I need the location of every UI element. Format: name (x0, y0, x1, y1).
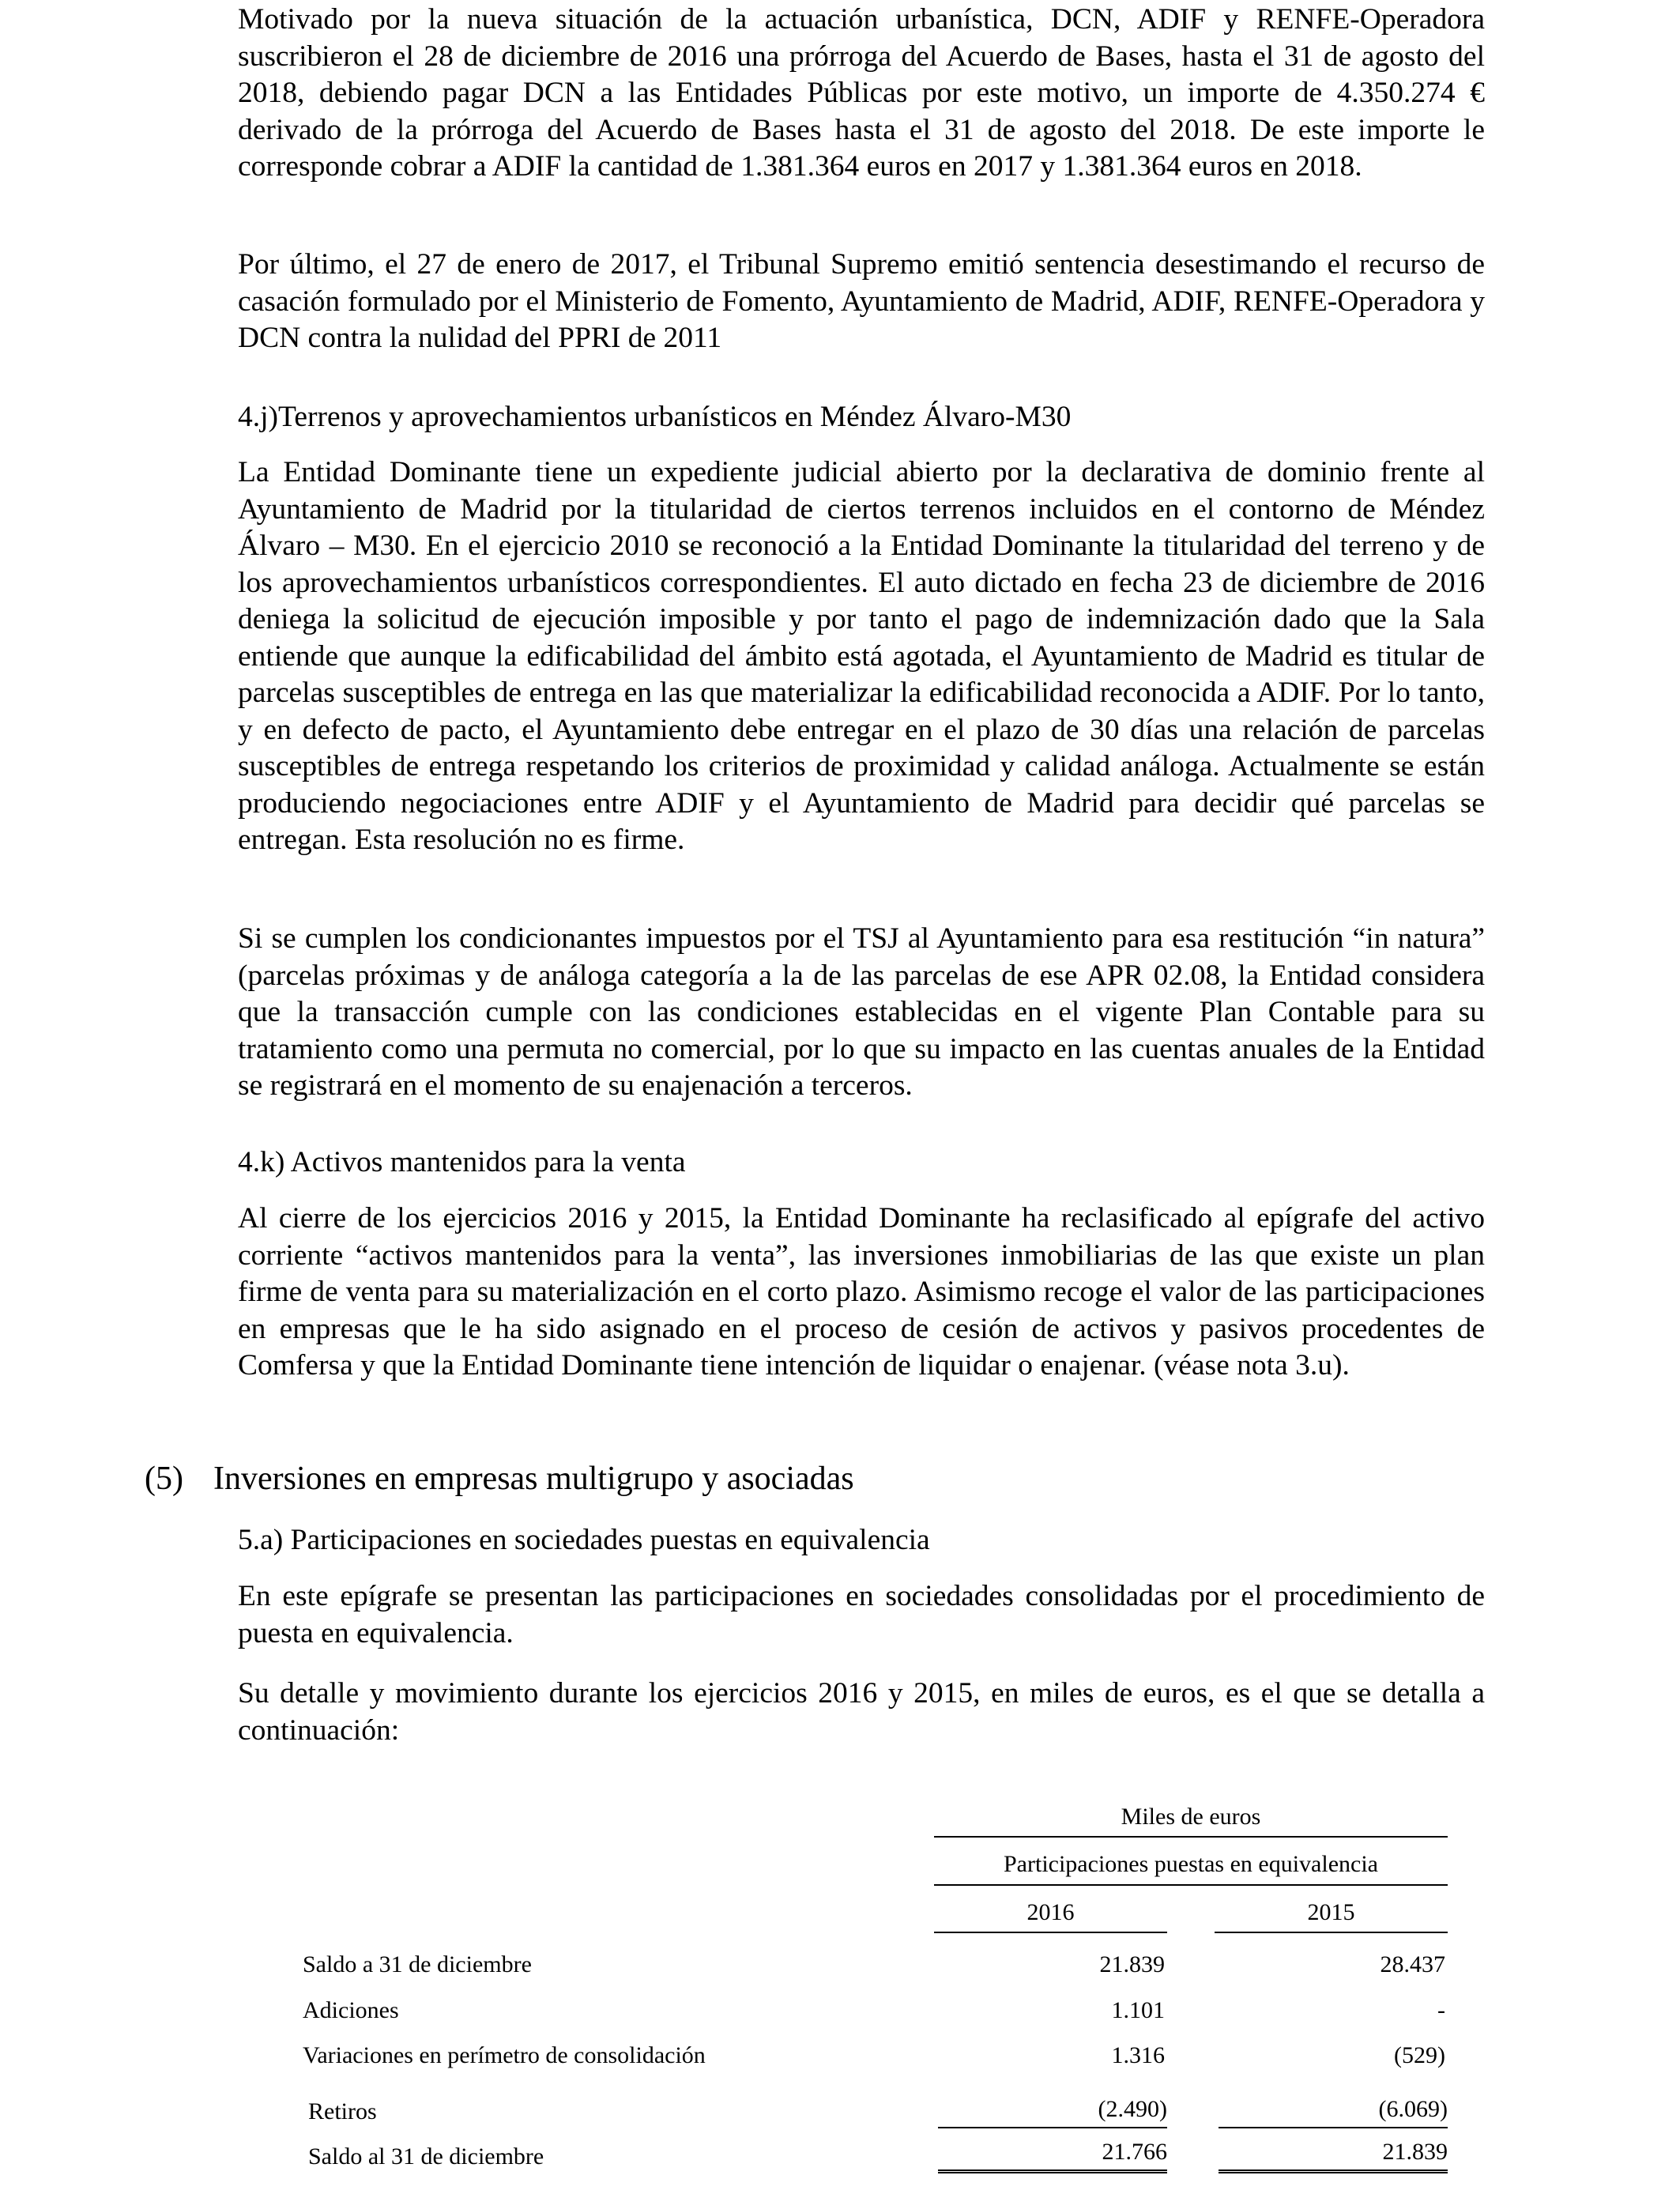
paragraph-4k-activos: Al cierre de los ejercicios 2016 y 2015, la Entidad Dominante ha reclasificado al epígrafe del activo corriente “activos mantenidos para la venta”, las inversiones inmobiliarias de las que existe un plan firme de venta para su materialización en el corto plazo. Asimismo recoge el valor de las participaciones en empresas que le ha sido asignado en el proceso de cesión de activos y pasivos procedentes de Comfersa y que la Entidad Dominante tiene intención de liquidar o enajenar. (véase nota 3.u). (238, 1202, 1485, 1382)
paragraph-4j-condicionantes: Si se cumplen los condicionantes impuestos por el TSJ al Ayuntamiento para esa restitución “in natura” (parcelas próximas y de análoga categoría a la de las parcelas de ese APR 02.08, la Entidad considera que la transacción cumple con las condiciones establecidas en el vigente Plan Contable para su tratamiento como una permuta no comercial, por lo que su impacto en las cuentas anuales de la Entidad se registrará en el momento de su enajenación a terceros. (238, 922, 1485, 1102)
table-cell-2015-total: 21.839 (1382, 2139, 1448, 2165)
table-row-label: Retiros (308, 2098, 377, 2124)
table-subtotal-rule-2015 (1219, 2127, 1448, 2128)
section-5a-heading: 5.a) Participaciones en sociedades puestas en equivalencia (238, 1524, 930, 1556)
table-cell-2015: (529) (1394, 2042, 1445, 2068)
section-4k-heading: 4.k) Activos mantenidos para la venta (238, 1146, 686, 1178)
paragraph-5a-detalle: Su detalle y movimiento durante los ejercicios 2016 y 2015, en miles de euros, es el que se detalla a continuación: (238, 1677, 1485, 1747)
table-column-2015: 2015 (1307, 1899, 1355, 1925)
table-header-group: Participaciones puestas en equivalencia (1004, 1851, 1378, 1877)
table-total-rule-2015 (1219, 2169, 1448, 2173)
table-cell-2015: 28.437 (1380, 1951, 1445, 1977)
table-cell-2015: (6.069) (1378, 2096, 1448, 2122)
table-header-units: Miles de euros (1121, 1804, 1261, 1830)
table-cell-2016: 1.316 (1111, 2042, 1165, 2068)
table-cell-2015: - (1437, 1997, 1445, 2023)
table-cell-2016: (2.490) (1098, 2096, 1167, 2122)
table-row-label-total: Saldo al 31 de diciembre (308, 2143, 544, 2169)
paragraph-tribunal-supremo: Por último, el 27 de enero de 2017, el Tribunal Supremo emitió sentencia desestimando el recurso de casación formulado por el Ministerio de Fomento, Ayuntamiento de Madrid, ADIF, RENFE-Operadora y DCN contra la nulidad del PPRI de 2011 (238, 248, 1485, 354)
paragraph-4j-expediente: La Entidad Dominante tiene un expediente judicial abierto por la declarativa de dominio frente al Ayuntamiento de Madrid por la titularidad de ciertos terrenos incluidos en el contorno de Méndez Álvaro – M30. En el ejercicio 2010 se reconoció a la Entidad Dominante la titularidad del terreno y de los aprovechamientos urbanísticos correspondientes. El auto dictado en fecha 23 de diciembre de 2016 deniega la solicitud de ejecución imposible y por tanto el pago de indemnización dado que la Sala entiende que aunque la edificabilidad del ámbito está agotada, el Ayuntamiento de Madrid es titular de parcelas susceptibles de entrega en las que materializar la edificabilidad reconocida a ADIF. Por lo tanto, y en defecto de pacto, el Ayuntamiento debe entregar en el plazo de 30 días una relación de parcelas susceptibles de entrega respetando los criterios de proximidad y calidad análoga. Actualmente se están produciendo negociaciones entre ADIF y el Ayuntamiento de Madrid para decidir qué parcelas se entregan. Esta resolución no es firme. (238, 456, 1485, 856)
paragraph-dcn-prorroga: Motivado por la nueva situación de la actuación urbanística, DCN, ADIF y RENFE-Operadora suscribieron el 28 de diciembre de 2016 una prórroga del Acuerdo de Bases, hasta el 31 de agosto del 2018, debiendo pagar DCN a las Entidades Públicas por este motivo, un importe de 4.350.274 € derivado de la prórroga del Acuerdo de Bases hasta el 31 de agosto del 2018. De este importe le corresponde cobrar a ADIF la cantidad de 1.381.364 euros en 2017 y 1.381.364 euros en 2018. (238, 3, 1485, 183)
table-subtotal-rule-2016 (938, 2127, 1167, 2128)
table-header-rule (934, 1836, 1448, 1838)
table-group-rule (934, 1884, 1448, 1886)
table-cell-2016: 21.839 (1099, 1951, 1165, 1977)
section-5-title: Inversiones en empresas multigrupo y asociadas (213, 1461, 854, 1497)
section-5-heading (145, 1459, 854, 1498)
table-row-label: Saldo a 31 de diciembre (303, 1951, 532, 1977)
section-5-number: (5) (145, 1461, 183, 1497)
table-cell-2016-total: 21.766 (1102, 2139, 1167, 2165)
table-row-label: Variaciones en perímetro de consolidación (303, 2042, 706, 2068)
table-col-rule-2016 (934, 1932, 1167, 1933)
table-col-rule-2015 (1215, 1932, 1448, 1933)
table-column-2016: 2016 (1026, 1899, 1075, 1925)
paragraph-5a-epigrafe: En este epígrafe se presentan las participaciones en sociedades consolidadas por el procedimiento de puesta en equivalencia. (238, 1580, 1485, 1649)
table-total-rule-2016 (938, 2169, 1167, 2173)
section-4j-heading: 4.j)Terrenos y aprovechamientos urbanísticos en Méndez Álvaro-M30 (238, 401, 1072, 433)
table-row-label: Adiciones (303, 1997, 399, 2023)
table-cell-2016: 1.101 (1111, 1997, 1165, 2023)
